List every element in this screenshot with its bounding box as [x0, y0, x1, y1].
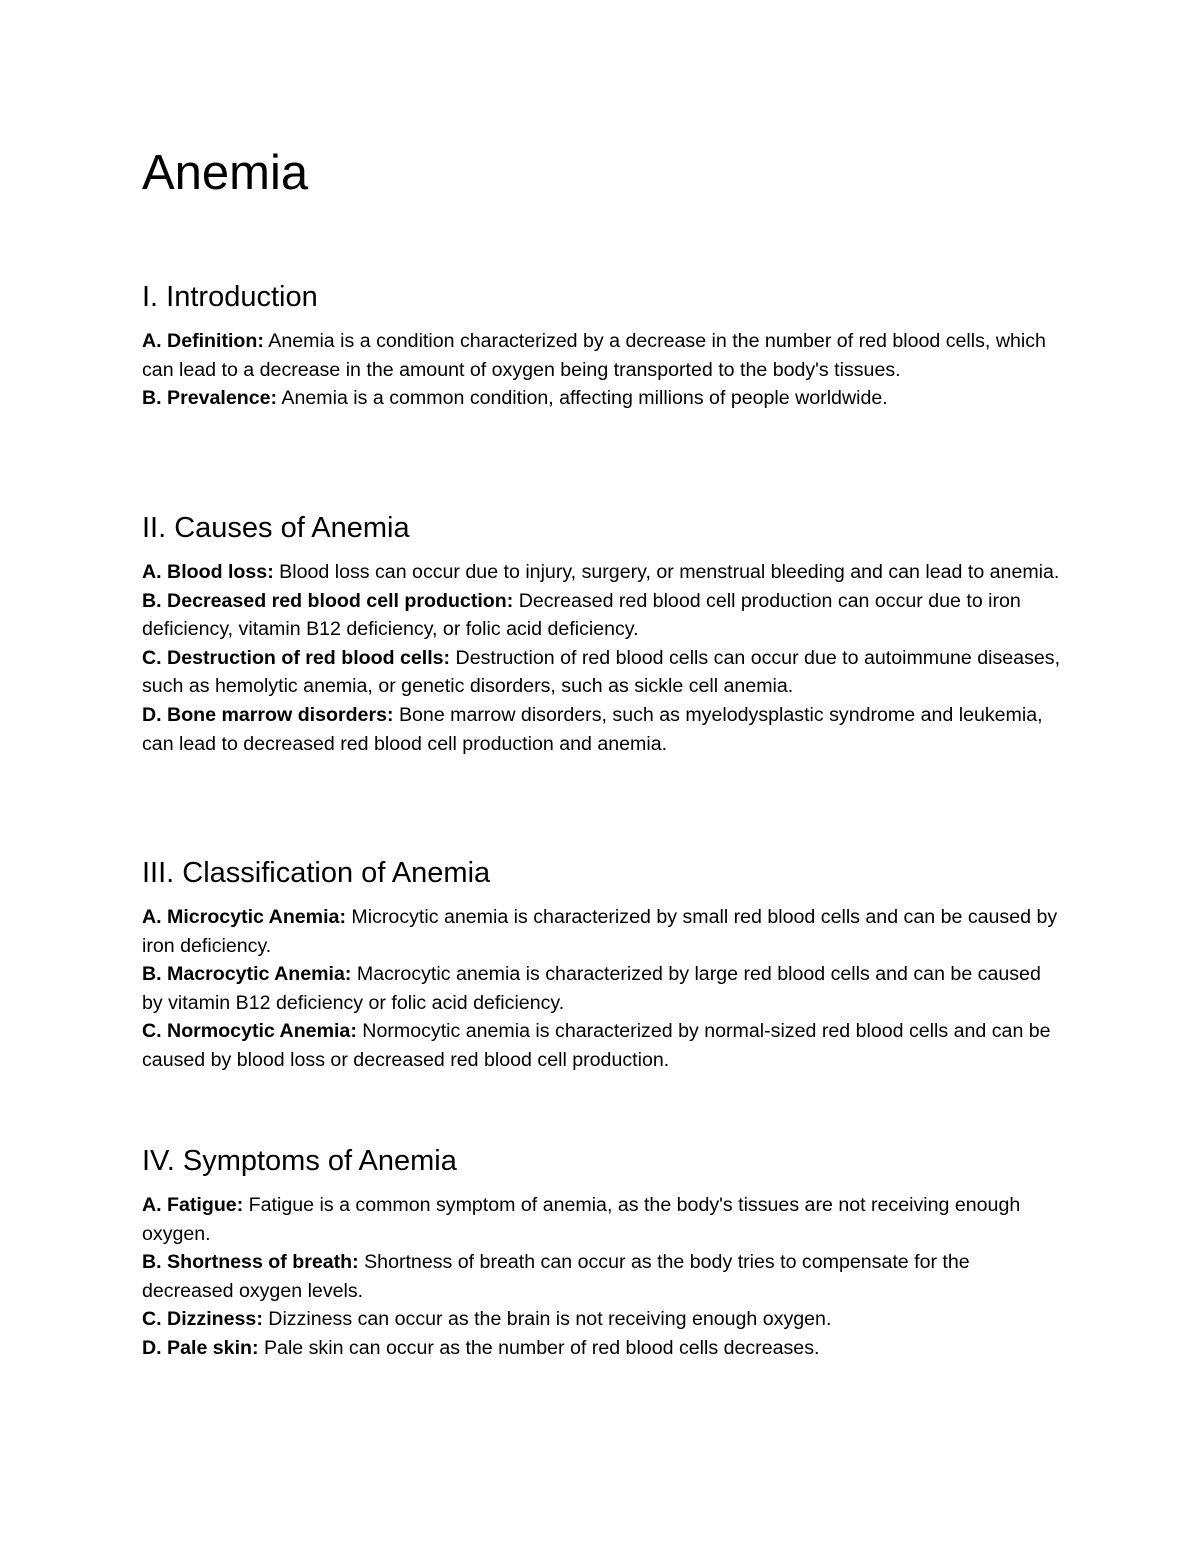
item-label: D. Pale skin: — [142, 1336, 259, 1359]
document-title: Anemia — [142, 146, 309, 200]
list-item — [142, 1191, 1062, 1248]
item-label: A. Definition: — [142, 330, 264, 352]
section-heading: I. Introduction — [142, 281, 318, 313]
list-item — [142, 1017, 1062, 1074]
item-text: Dizziness can occur as the brain is not receiving enough oxygen. — [262, 1308, 832, 1331]
list-item — [142, 1248, 1062, 1305]
item-text: Destruction of red blood cells can occur due to autoimmune diseases, such as hemolytic anemia, or genetic disorders, such as sickle cell anemia. — [142, 646, 1061, 698]
item-label: C. Normocytic Anemia: — [142, 1020, 357, 1043]
item-text: Anemia is a common condition, affecting millions of people worldwide. — [277, 387, 888, 410]
item-label: C. Dizziness: — [142, 1308, 263, 1331]
section-causes — [142, 508, 1062, 758]
item-text: Decreased red blood cell production can occur due to iron deficiency, vitamin B12 deficiency, or folic acid deficiency. — [142, 589, 1021, 641]
section-introduction — [142, 277, 1062, 413]
section-symptoms — [142, 1141, 1062, 1363]
item-label: A. Fatigue: — [142, 1194, 244, 1216]
list-item — [142, 960, 1062, 1017]
item-text: Shortness of breath can occur as the body tries to compensate for the decreased oxygen levels. — [142, 1251, 970, 1302]
section-heading: II. Causes of Anemia — [142, 512, 410, 544]
item-label: C. Destruction of red blood cells: — [142, 646, 451, 669]
item-text: Normocytic anemia is characterized by normal-sized red blood cells and can be caused by blood loss or decreased red blood cell production. — [142, 1020, 1051, 1071]
list-item — [142, 903, 1062, 960]
section-heading: III. Classification of Anemia — [142, 857, 491, 889]
item-label: B. Decreased red blood cell production: — [142, 589, 514, 612]
item-text: Bone marrow disorders, such as myelodysplastic syndrome and leukemia, can lead to decreased red blood cell production and anemia. — [142, 703, 1043, 755]
list-item — [142, 1305, 1062, 1334]
list-item — [142, 701, 1062, 758]
item-text: Macrocytic anemia is characterized by large red blood cells and can be caused by vitamin B12 deficiency or folic acid deficiency. — [142, 963, 1041, 1014]
item-text: Microcytic anemia is characterized by small red blood cells and can be caused by iron deficiency. — [142, 906, 1058, 957]
item-label: A. Microcytic Anemia: — [142, 906, 346, 928]
section-heading: IV. Symptoms of Anemia — [142, 1145, 457, 1177]
item-label: B. Prevalence: — [142, 387, 278, 410]
item-text: Anemia is a condition characterized by a decrease in the number of red blood cells, which can lead to a decrease in the amount of oxygen being transported to the body's tissues. — [142, 330, 1046, 381]
item-label: B. Macrocytic Anemia: — [142, 963, 352, 986]
item-text: Fatigue is a common symptom of anemia, as the body's tissues are not receiving enough oxygen. — [142, 1194, 1021, 1245]
list-item — [142, 1334, 1062, 1363]
list-item — [142, 644, 1062, 701]
item-label: D. Bone marrow disorders: — [142, 703, 394, 726]
list-item — [142, 384, 1062, 413]
section-classification — [142, 853, 1062, 1075]
item-label: B. Shortness of breath: — [142, 1251, 359, 1274]
item-label: A. Blood loss: — [142, 561, 274, 583]
list-item — [142, 327, 1062, 384]
item-text: Pale skin can occur as the number of red blood cells decreases. — [258, 1336, 820, 1359]
list-item — [142, 587, 1062, 644]
item-text: Blood loss can occur due to injury, surgery, or menstrual bleeding and can lead to anemia. — [273, 561, 1060, 583]
list-item — [142, 558, 1062, 587]
